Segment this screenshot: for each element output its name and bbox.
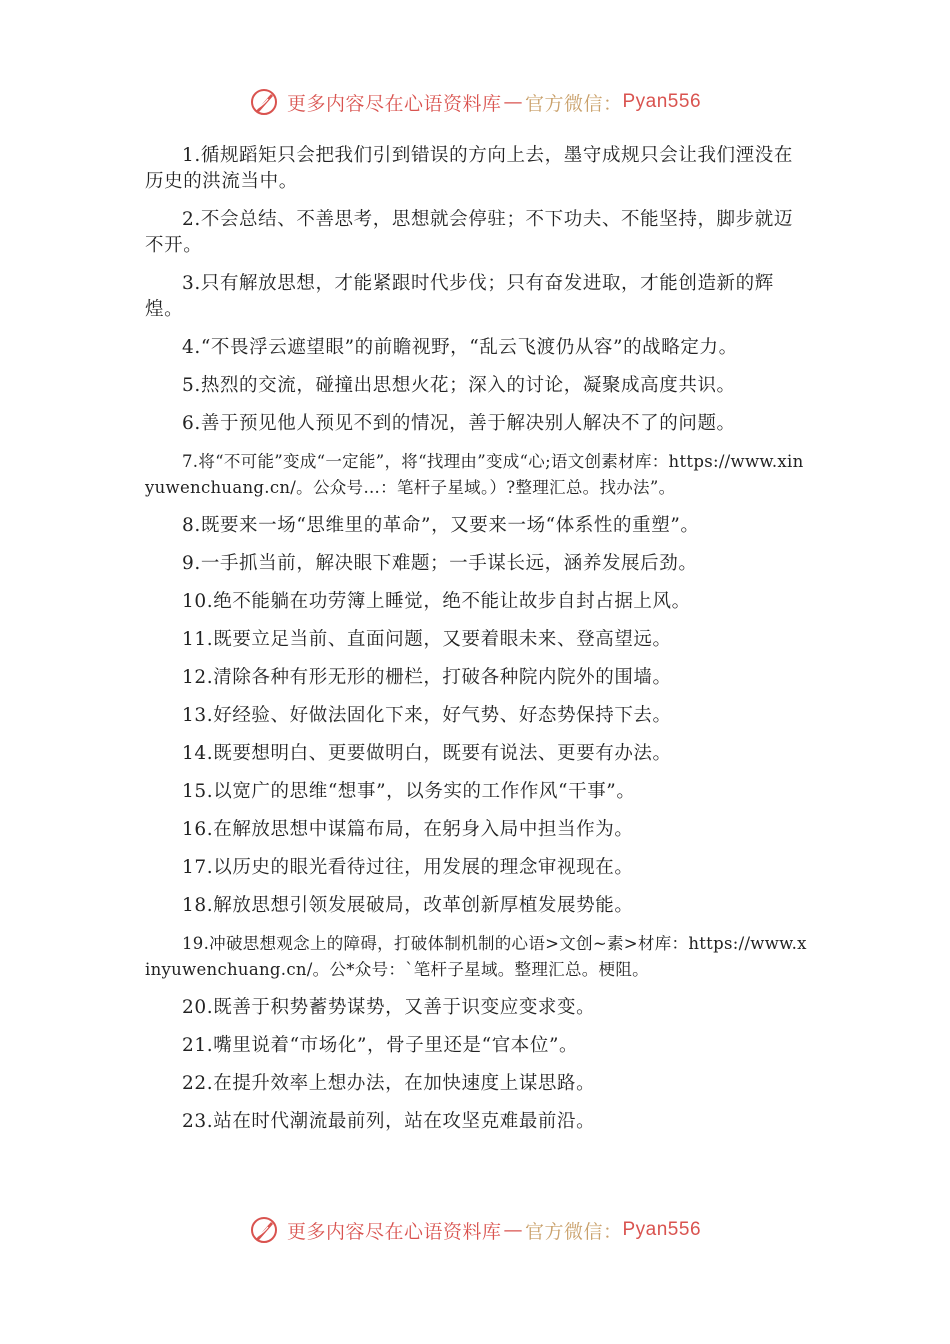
quote-item-21: 21.嘴里说着“市场化”，骨子里还是“官本位”。 <box>182 1035 579 1056</box>
watermark-text: 更多内容尽在心语资料库 <box>286 92 502 115</box>
quote-item-15: 15.以宽广的思维“想事”，以务实的工作作风“干事”。 <box>182 781 636 802</box>
quote-item-20: 20.既善于积势蓄势谋势，又善于识变应变求变。 <box>182 997 596 1018</box>
quote-item-14: 14.既要想明白、更要做明白，既要有说法、更要有办法。 <box>182 743 672 764</box>
quote-item-22: 22.在提升效率上想办法，在加快速度上谋思路。 <box>182 1073 596 1094</box>
watermark-header <box>0 82 950 122</box>
quote-item-1: 1.循规蹈矩只会把我们引到错误的方向上去，墨守成规只会让我们湮没在历史的洪流当中。 <box>145 145 793 192</box>
quote-item-19: 19.冲破思想观念上的障碍，打破体制机制的心语>文创~素>材库：https://www.xinyuwenchuang.cn/。公*众号：`笔杆子星域。整理汇总。梗阻。 <box>145 934 807 979</box>
quote-item-11: 11.既要立足当前、直面问题，又要着眼未来、登高望远。 <box>182 629 672 650</box>
quote-item-5: 5.热烈的交流，碰撞出思想火花；深入的讨论，凝聚成高度共识。 <box>182 375 736 396</box>
quill-logo-icon <box>249 1215 279 1245</box>
watermark-dash: — <box>503 91 523 113</box>
quote-item-4: 4.“不畏浮云遮望眼”的前瞻视野，“乱云飞渡仍从容”的战略定力。 <box>182 337 738 358</box>
watermark-footer <box>0 1210 950 1250</box>
quote-item-3: 3.只有解放思想，才能紧跟时代步伐；只有奋发进取，才能创造新的辉煌。 <box>145 273 774 320</box>
quote-item-18: 18.解放思想引领发展破局，改革创新厚植发展势能。 <box>182 895 634 916</box>
quote-item-16: 16.在解放思想中谋篇布局，在躬身入局中担当作为。 <box>182 819 634 840</box>
quote-item-6: 6.善于预见他人预见不到的情况，善于解决别人解决不了的问题。 <box>182 413 736 434</box>
quote-item-7: 7.将“不可能”变成“一定能”，将“找理由”变成“心;语文创素材库：https://www.xinyuwenchuang.cn/。公众号…：笔杆子星域。）?整理汇总。找办法”。 <box>145 452 804 497</box>
quote-item-8: 8.既要来一场“思维里的革命”，又要来一场“体系性的重塑”。 <box>182 515 700 536</box>
quote-item-9: 9.一手抓当前，解决眼下难题；一手谋长远，涵养发展后劲。 <box>182 553 698 574</box>
quote-item-10: 10.绝不能躺在功劳簿上睡觉，绝不能让故步自封占据上风。 <box>182 591 691 612</box>
watermark-text: 更多内容尽在心语资料库 <box>286 1220 502 1243</box>
watermark-wechat-id: Pyan556 <box>622 1219 702 1240</box>
quote-list <box>145 143 807 1147</box>
watermark-wechat-id: Pyan556 <box>622 91 702 112</box>
watermark-label: 官方微信： <box>524 92 623 115</box>
quote-item-17: 17.以历史的眼光看待过往，用发展的理念审视现在。 <box>182 857 634 878</box>
quote-item-13: 13.好经验、好做法固化下来，好气势、好态势保持下去。 <box>182 705 672 726</box>
quote-item-12: 12.清除各种有形无形的栅栏，打破各种院内院外的围墙。 <box>182 667 672 688</box>
watermark-label: 官方微信： <box>524 1220 623 1243</box>
quote-item-2: 2.不会总结、不善思考，思想就会停驻；不下功夫、不能坚持，脚步就迈不开。 <box>145 209 793 256</box>
quill-logo-icon <box>249 87 279 117</box>
watermark-dash: — <box>503 1219 523 1241</box>
quote-item-23: 23.站在时代潮流最前列，站在攻坚克难最前沿。 <box>182 1111 596 1132</box>
